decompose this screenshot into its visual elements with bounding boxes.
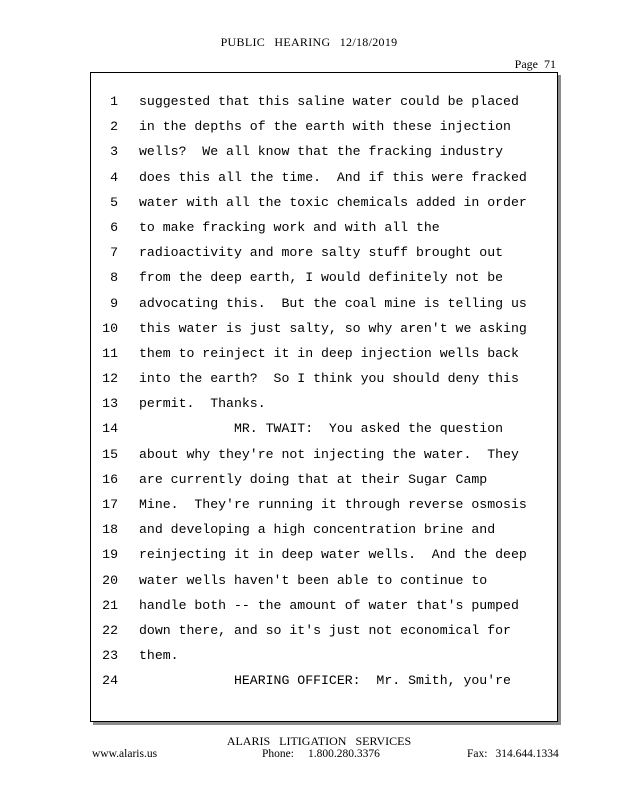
line-text: into the earth? So I think you should deny this bbox=[139, 371, 519, 387]
line-text: handle both -- the amount of water that's pumped bbox=[139, 597, 519, 613]
line-number: 3 bbox=[110, 144, 118, 160]
transcript-line bbox=[91, 546, 557, 571]
transcript-line bbox=[91, 572, 557, 597]
transcript-line bbox=[91, 320, 557, 345]
line-number: 13 bbox=[102, 396, 118, 412]
page-label: Page bbox=[514, 57, 538, 71]
line-text: water wells haven't been able to continue to bbox=[139, 572, 488, 588]
transcript-line bbox=[91, 420, 557, 445]
transcript-lines bbox=[91, 93, 557, 698]
line-number: 16 bbox=[102, 471, 118, 487]
line-number: 2 bbox=[110, 119, 118, 135]
line-number: 4 bbox=[110, 169, 118, 185]
transcript-line bbox=[91, 93, 557, 118]
line-number: 9 bbox=[110, 295, 118, 311]
line-text: about why they're not injecting the water. They bbox=[139, 446, 519, 462]
line-number: 20 bbox=[102, 572, 118, 588]
line-text: HEARING OFFICER: Mr. Smith, you're bbox=[139, 673, 511, 689]
transcript-line bbox=[91, 244, 557, 269]
line-text: from the deep earth, I would definitely not be bbox=[139, 270, 504, 286]
fax-number: 314.644.1334 bbox=[495, 748, 559, 760]
footer-phone bbox=[262, 748, 380, 760]
line-number: 1 bbox=[110, 94, 118, 109]
transcript-line bbox=[91, 521, 557, 546]
document-header-title: PUBLIC HEARING 12/18/2019 bbox=[220, 35, 398, 49]
line-text: water with all the toxic chemicals added in order bbox=[139, 194, 527, 210]
line-text: reinjecting it in deep water wells. And the deep bbox=[139, 547, 527, 563]
line-text: suggested that this saline water could be placed bbox=[139, 94, 519, 109]
page-number-value: 71 bbox=[544, 57, 556, 71]
phone-label: Phone: bbox=[262, 748, 294, 760]
line-text: in the depths of the earth with these injection bbox=[139, 119, 511, 135]
line-text: radioactivity and more salty stuff brought out bbox=[139, 245, 504, 261]
line-number: 21 bbox=[102, 597, 118, 613]
page-number bbox=[515, 57, 556, 72]
line-number: 14 bbox=[102, 421, 118, 437]
line-text: and developing a high concentration brine and bbox=[139, 522, 496, 538]
transcript-line bbox=[91, 169, 557, 194]
transcript-line bbox=[91, 370, 557, 395]
line-number: 6 bbox=[110, 219, 118, 235]
transcript-line bbox=[91, 471, 557, 496]
line-text: does this all the time. And if this were fracked bbox=[139, 169, 527, 185]
line-number: 15 bbox=[102, 446, 118, 462]
transcript-line bbox=[91, 395, 557, 420]
line-number: 10 bbox=[102, 320, 118, 336]
line-number: 7 bbox=[110, 245, 118, 261]
line-number: 22 bbox=[102, 622, 118, 638]
line-text: are currently doing that at their Sugar Camp bbox=[139, 471, 488, 487]
line-number: 12 bbox=[102, 371, 118, 387]
line-number: 17 bbox=[102, 497, 118, 512]
line-number: 19 bbox=[102, 547, 118, 563]
transcript-line bbox=[91, 269, 557, 294]
transcript-line bbox=[91, 345, 557, 370]
line-text: permit. Thanks. bbox=[139, 396, 266, 412]
line-number: 18 bbox=[102, 522, 118, 538]
line-number: 23 bbox=[102, 648, 118, 664]
line-number: 24 bbox=[102, 673, 118, 689]
line-text: to make fracking work and with all the bbox=[139, 219, 440, 235]
phone-number: 1.800.280.3376 bbox=[307, 748, 380, 760]
transcript-line bbox=[91, 194, 557, 219]
line-text: MR. TWAIT: You asked the question bbox=[139, 421, 504, 437]
transcript-line bbox=[91, 143, 557, 168]
line-text: them. bbox=[139, 648, 179, 664]
line-number: 11 bbox=[102, 345, 118, 361]
line-text: advocating this. But the coal mine is telling us bbox=[139, 295, 527, 311]
transcript-line bbox=[91, 597, 557, 622]
line-text: down there, and so it's just not economical for bbox=[139, 622, 511, 638]
transcript-line bbox=[91, 672, 557, 697]
line-number: 8 bbox=[110, 270, 118, 286]
transcript-line bbox=[91, 118, 557, 143]
fax-label: Fax: bbox=[467, 748, 488, 760]
transcript-line bbox=[91, 496, 557, 521]
footer-website: www.alaris.us bbox=[92, 748, 158, 760]
transcript-line bbox=[91, 295, 557, 320]
transcript-line bbox=[91, 219, 557, 244]
line-text: this water is just salty, so why aren't we asking bbox=[139, 320, 527, 336]
transcript-frame bbox=[90, 72, 558, 722]
footer-company-name: ALARIS LITIGATION SERVICES bbox=[226, 734, 412, 748]
transcript-line bbox=[91, 446, 557, 471]
footer-fax bbox=[467, 748, 559, 760]
line-text: wells? We all know that the fracking industry bbox=[139, 144, 504, 160]
transcript-line bbox=[91, 622, 557, 647]
line-text: Mine. They're running it through reverse osmosis bbox=[139, 497, 527, 512]
line-number: 5 bbox=[110, 194, 118, 210]
transcript-line bbox=[91, 647, 557, 672]
line-text: them to reinject it in deep injection wells back bbox=[139, 345, 519, 361]
